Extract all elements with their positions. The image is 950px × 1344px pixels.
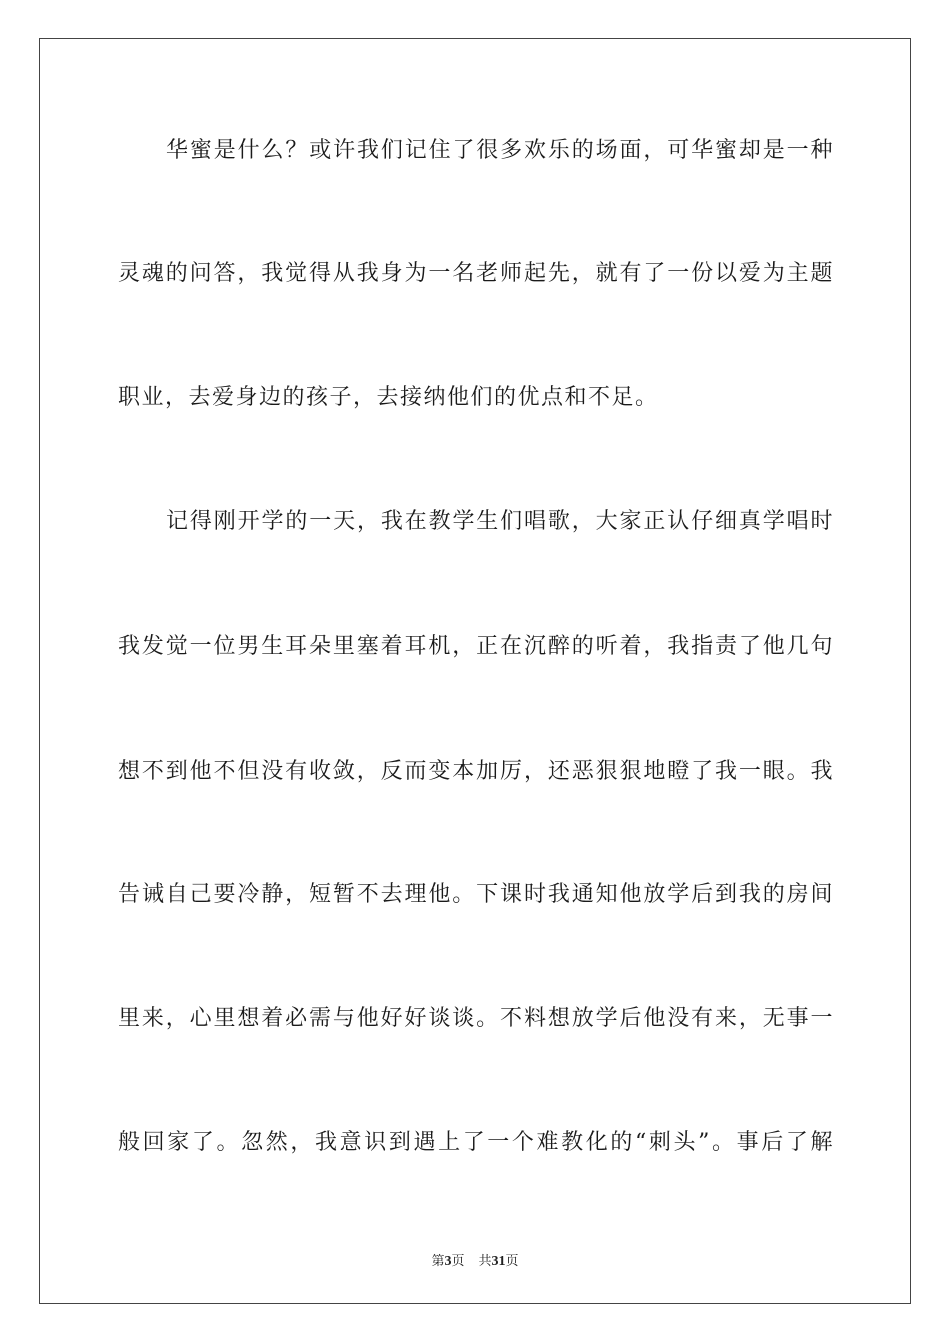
text-line: 记得刚开学的一天，我在教学生们唱歌，大家正认仔细真学唱时	[166, 509, 834, 534]
page-footer	[0, 1250, 950, 1270]
page-number: 3	[444, 1254, 452, 1269]
total-suffix: 页	[505, 1254, 519, 1269]
text-line: 我发觉一位男生耳朵里塞着耳机，正在沉醉的听着，我指责了他几句	[118, 634, 834, 659]
text-line: 灵魂的问答，我觉得从我身为一名老师起先，就有了一份以爱为主题	[118, 261, 834, 286]
text-line: 告诫自己要冷静，短暂不去理他。下课时我通知他放学后到我的房间	[118, 882, 834, 907]
page-frame	[39, 38, 911, 1304]
page-suffix: 页	[451, 1254, 465, 1269]
text-line: 般回家了。忽然，我意识到遇上了一个难教化的“刺头”。事后了解	[118, 1130, 834, 1155]
text-line: 想不到他不但没有收敛，反而变本加厉，还恶狠狠地瞪了我一眼。我	[118, 759, 834, 784]
page-prefix: 第	[431, 1254, 445, 1269]
total-pages: 31	[491, 1254, 506, 1269]
total-prefix: 共	[478, 1254, 492, 1269]
text-line: 职业，去爱身边的孩子，去接纳他们的优点和不足。	[118, 385, 659, 410]
text-line: 里来，心里想着必需与他好好谈谈。不料想放学后他没有来，无事一	[118, 1006, 834, 1031]
text-line: 华蜜是什么？或许我们记住了很多欢乐的场面，可华蜜却是一种	[166, 138, 834, 163]
